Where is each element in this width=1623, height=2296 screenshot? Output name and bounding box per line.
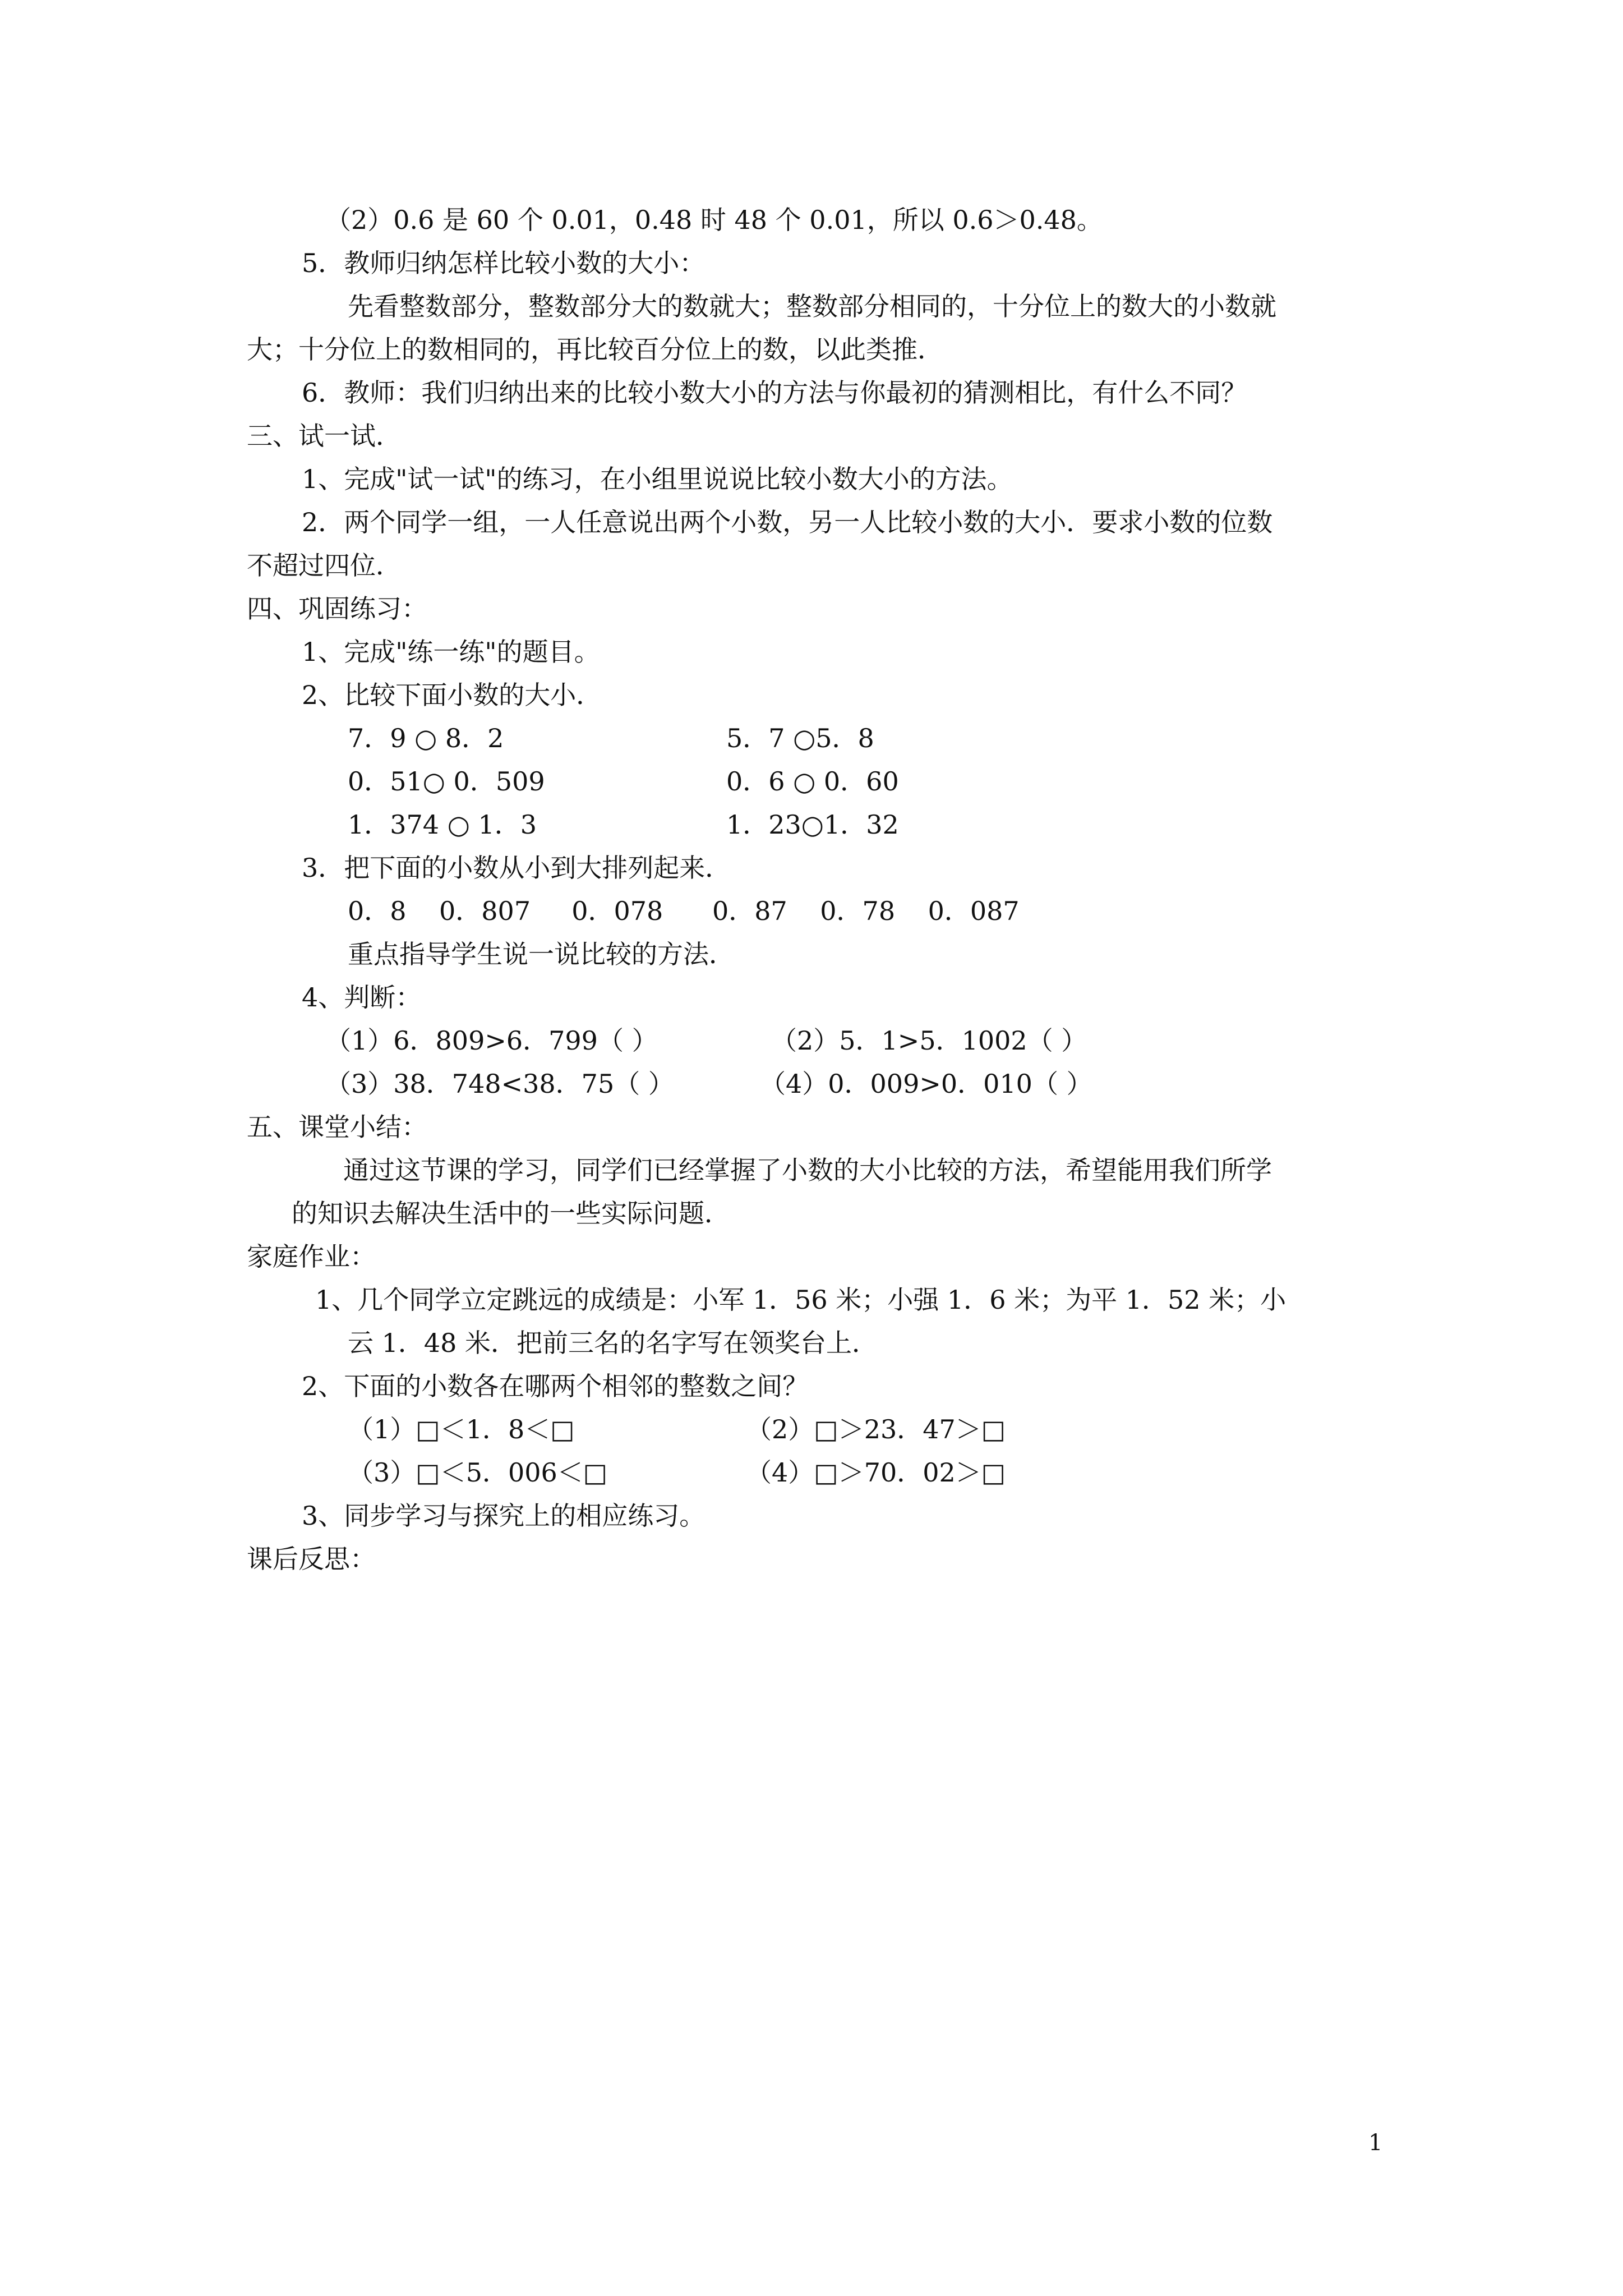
section-heading: 家庭作业：	[247, 1241, 376, 1272]
exercise-item: （1）6．809>6．799（ ）	[325, 1025, 658, 1056]
text-line: （2）0.6 是 60 个 0.01，0.48 时 48 个 0.01，所以 0.6＞0.48。	[325, 205, 1103, 235]
exercise-item: （3）38．748<38．75（ ）	[325, 1069, 674, 1099]
exercise-item: 0．8 0．807 0．078 0．87 0．78 0．087	[348, 896, 1020, 926]
text-line: 2、下面的小数各在哪两个相邻的整数之间？	[302, 1371, 809, 1401]
text-line: 2．两个同学一组，一人任意说出两个小数，另一人比较小数的大小．要求小数的位数	[302, 507, 1273, 537]
text-line: 重点指导学生说一说比较的方法．	[348, 939, 735, 969]
section-heading: 四、巩固练习：	[247, 593, 427, 624]
text-line: 3、同步学习与探究上的相应练习。	[302, 1501, 706, 1531]
text-line: 1、完成"试一试"的练习，在小组里说说比较小数大小的方法。	[302, 464, 1013, 494]
section-heading: 五、课堂小结：	[247, 1112, 427, 1142]
text-line: 2、比较下面小数的大小．	[302, 680, 602, 710]
text-line: 通过这节课的学习，同学们已经掌握了小数的大小比较的方法，希望能用我们所学	[343, 1155, 1272, 1185]
text-line: 4、判断：	[302, 982, 422, 1013]
text-line: 云 1．48 米．把前三名的名字写在领奖台上．	[348, 1328, 878, 1358]
exercise-item: （4）□＞70．02＞□	[746, 1457, 1006, 1488]
exercise-item: 7．9 ○ 8．2	[348, 723, 504, 753]
text-line: 不超过四位．	[247, 550, 402, 581]
exercise-item: 1．374 ○ 1．3	[348, 809, 537, 840]
text-line: 5．教师归纳怎样比较小数的大小：	[302, 248, 706, 278]
page-number: 1	[1368, 2130, 1383, 2156]
exercise-item: 0．51○ 0．509	[348, 766, 545, 797]
exercise-item: （3）□＜5．006＜□	[348, 1457, 608, 1488]
exercise-item: （1）□＜1．8＜□	[348, 1414, 575, 1444]
text-line: 的知识去解决生活中的一些实际问题．	[292, 1198, 730, 1228]
exercise-item: 5．7 ○5．8	[726, 723, 874, 753]
text-line: 大；十分位上的数相同的，再比较百分位上的数，以此类推．	[247, 334, 943, 365]
exercise-item: （2）5．1>5．1002（ ）	[771, 1025, 1087, 1056]
exercise-item: 1．23○1．32	[726, 809, 899, 840]
text-line: 6．教师：我们归纳出来的比较小数大小的方法与你最初的猜测相比，有什么不同？	[302, 378, 1247, 408]
exercise-item: 0．6 ○ 0．60	[726, 766, 899, 797]
section-heading: 课后反思：	[247, 1544, 376, 1574]
exercise-item: （2）□＞23．47＞□	[746, 1414, 1006, 1444]
text-line: 1、完成"练一练"的题目。	[302, 637, 600, 667]
exercise-item: （4）0．009>0．010（ ）	[760, 1069, 1092, 1099]
text-line: 先看整数部分，整数部分大的数就大；整数部分相同的，十分位上的数大的小数就	[348, 291, 1276, 321]
section-heading: 三、试一试．	[247, 421, 402, 451]
text-line: 1、几个同学立定跳远的成绩是：小军 1．56 米；小强 1．6 米；为平 1．52 米；小	[315, 1285, 1287, 1315]
text-line: 3．把下面的小数从小到大排列起来．	[302, 853, 731, 883]
